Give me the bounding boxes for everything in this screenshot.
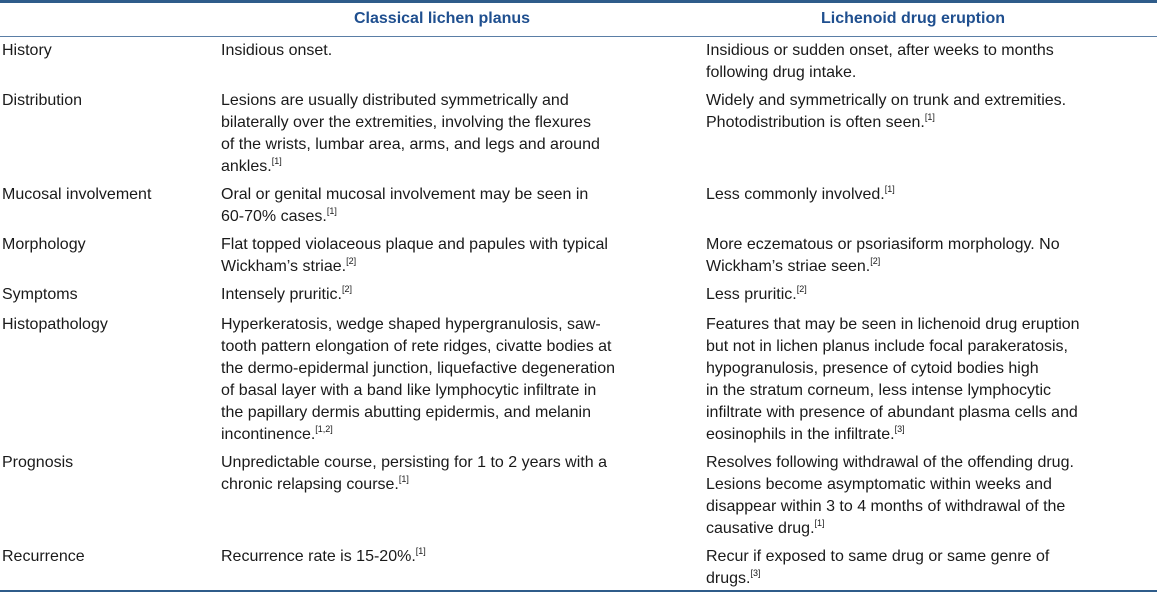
- reference-marker: [1]: [884, 184, 895, 194]
- cell-line: Wickham’s striae.[2]: [221, 256, 357, 275]
- cell-line: of basal layer with a band like lymphocytic infiltrate in: [221, 382, 597, 399]
- reference-marker: [1,2]: [315, 424, 333, 434]
- cell-line: Widely and symmetrically on trunk and extremities.: [706, 92, 1067, 109]
- reference-marker: [3]: [750, 568, 761, 578]
- cell-line: disappear within 3 to 4 months of withdrawal of the: [706, 498, 1066, 515]
- reference-marker: [2]: [870, 256, 881, 266]
- reference-marker: [1]: [398, 474, 409, 484]
- cell-line: Wickham’s striae seen.[2]: [706, 256, 881, 275]
- reference-marker: [2]: [341, 284, 352, 294]
- cell-line: Unpredictable course, persisting for 1 to 2 years with a: [221, 454, 607, 471]
- column-header-lichenoid-drug-eruption: Lichenoid drug eruption: [821, 10, 1005, 27]
- lichenoid-drug-eruption-cell: [706, 452, 1154, 540]
- reference-marker: [2]: [346, 256, 357, 266]
- lichenoid-drug-eruption-cell: [706, 546, 1154, 590]
- row-label: Histopathology: [2, 316, 108, 333]
- classical-lichen-planus-cell: [221, 90, 691, 178]
- cell-line: Less pruritic.[2]: [706, 284, 807, 303]
- cell-line: the dermo-epidermal junction, liquefactive degeneration: [221, 360, 616, 377]
- cell-line: More eczematous or psoriasiform morphology. No: [706, 236, 1060, 253]
- cell-line: hypogranulosis, presence of cytoid bodies high: [706, 360, 1039, 377]
- lichenoid-drug-eruption-cell: [706, 234, 1154, 278]
- cell-line: Photodistribution is often seen.[1]: [706, 112, 935, 131]
- cell-line: Hyperkeratosis, wedge shaped hypergranulosis, saw-: [221, 316, 601, 333]
- cell-line: Flat topped violaceous plaque and papules with typical: [221, 236, 608, 253]
- reference-marker: [3]: [894, 424, 905, 434]
- cell-line: tooth pattern elongation of rete ridges, civatte bodies at: [221, 338, 612, 355]
- cell-line: Recurrence rate is 15-20%.[1]: [221, 546, 426, 565]
- cell-line: 60-70% cases.[1]: [221, 206, 337, 225]
- lichenoid-drug-eruption-cell: [706, 314, 1154, 446]
- row-label: Symptoms: [2, 286, 78, 303]
- cell-line: infiltrate with presence of abundant plasma cells and: [706, 404, 1078, 421]
- cell-line: of the wrists, lumbar area, arms, and legs and around: [221, 136, 600, 153]
- cell-line: following drug intake.: [706, 64, 857, 81]
- cell-line: incontinence.[1,2]: [221, 424, 333, 443]
- cell-line: Lesions become asymptomatic within weeks and: [706, 476, 1052, 493]
- lichenoid-drug-eruption-cell: [706, 284, 1154, 306]
- cell-line: Insidious or sudden onset, after weeks to months: [706, 42, 1054, 59]
- cell-line: eosinophils in the infiltrate.[3]: [706, 424, 905, 443]
- cell-line: but not in lichen planus include focal parakeratosis,: [706, 338, 1068, 355]
- cell-line: Insidious onset.: [221, 42, 333, 59]
- classical-lichen-planus-cell: [221, 546, 691, 568]
- classical-lichen-planus-cell: [221, 314, 691, 446]
- row-label: History: [2, 42, 52, 59]
- cell-line: chronic relapsing course.[1]: [221, 474, 409, 493]
- header-rule: [0, 36, 1157, 37]
- cell-line: Features that may be seen in lichenoid drug eruption: [706, 316, 1080, 333]
- cell-line: Oral or genital mucosal involvement may be seen in: [221, 186, 589, 203]
- row-label: Morphology: [2, 236, 86, 253]
- cell-line: Lesions are usually distributed symmetrically and: [221, 92, 569, 109]
- reference-marker: [1]: [924, 112, 935, 122]
- cell-line: drugs.[3]: [706, 568, 761, 587]
- lichenoid-drug-eruption-cell: [706, 184, 1154, 206]
- lichenoid-drug-eruption-cell: [706, 40, 1154, 84]
- reference-marker: [1]: [271, 156, 282, 166]
- cell-line: ankles.[1]: [221, 156, 282, 175]
- classical-lichen-planus-cell: [221, 284, 691, 306]
- cell-line: causative drug.[1]: [706, 518, 825, 537]
- cell-line: in the stratum corneum, less intense lymphocytic: [706, 382, 1052, 399]
- cell-line: Less commonly involved.[1]: [706, 184, 895, 203]
- cell-line: Resolves following withdrawal of the offending drug.: [706, 454, 1074, 471]
- classical-lichen-planus-cell: [221, 452, 691, 496]
- table-bottom-rule: [0, 590, 1157, 592]
- reference-marker: [1]: [326, 206, 337, 216]
- cell-line: Recur if exposed to same drug or same genre of: [706, 548, 1050, 565]
- table-top-rule: [0, 0, 1157, 3]
- row-label: Recurrence: [2, 548, 85, 565]
- reference-marker: [1]: [814, 518, 825, 528]
- cell-line: Intensely pruritic.[2]: [221, 284, 352, 303]
- classical-lichen-planus-cell: [221, 40, 691, 62]
- reference-marker: [2]: [796, 284, 807, 294]
- classical-lichen-planus-cell: [221, 234, 691, 278]
- row-label: Prognosis: [2, 454, 74, 471]
- classical-lichen-planus-cell: [221, 184, 691, 228]
- column-header-classical-lichen-planus: Classical lichen planus: [354, 10, 531, 27]
- cell-line: the papillary dermis abutting epidermis, and melanin: [221, 404, 591, 421]
- cell-line: bilaterally over the extremities, involving the flexures: [221, 114, 591, 131]
- row-label: Mucosal involvement: [2, 186, 152, 203]
- lichenoid-drug-eruption-cell: [706, 90, 1154, 134]
- row-label: Distribution: [2, 92, 83, 109]
- reference-marker: [1]: [415, 546, 426, 556]
